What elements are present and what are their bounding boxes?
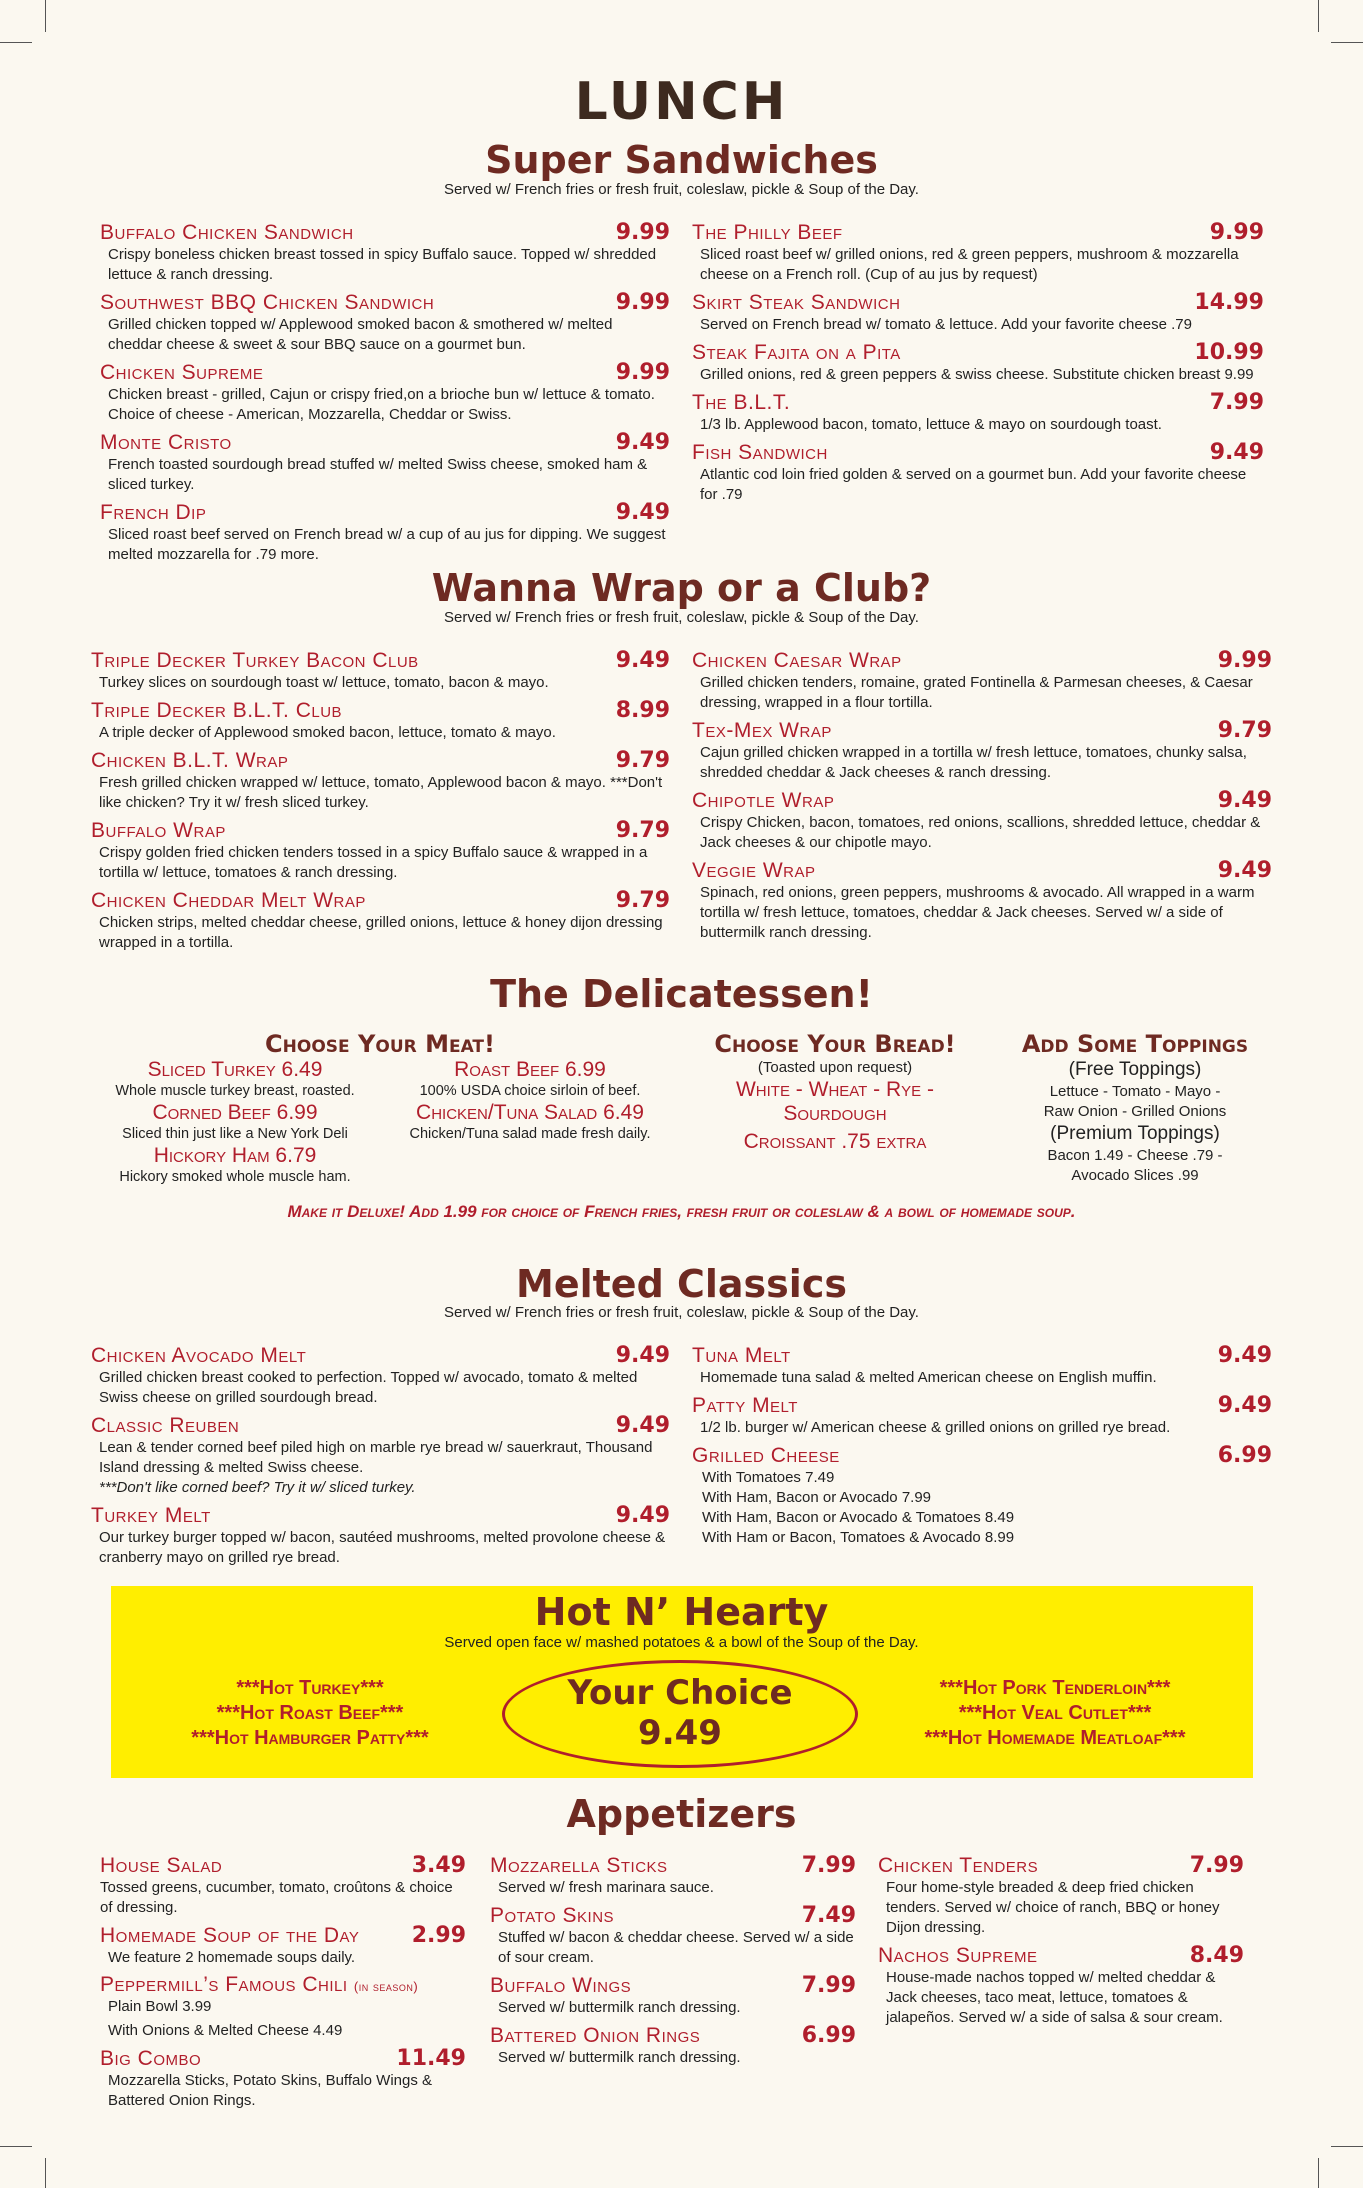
item-price: 7.99 (801, 1973, 856, 1998)
free-toppings-label: (Free Toppings) (1068, 1059, 1202, 1080)
deli-toppings-title: Add Some Toppings (1021, 1030, 1249, 1058)
your-choice-price: 9.49 (638, 1713, 722, 1753)
item-price: 9.79 (615, 888, 670, 913)
gc-option: With Ham, Bacon or Avocado & Tomatoes 8.49 (702, 1509, 1015, 1526)
menu-item (91, 1413, 670, 1498)
item-desc: Atlantic cod loin fried golden & served on a gourmet bun. Add your favorite cheese for .79 (700, 466, 1247, 503)
item-name: Chicken Caesar Wrap (692, 649, 902, 672)
chili-name: Peppermill’s Famous Chili (100, 1973, 348, 1996)
item-desc: Chicken strips, melted cheddar cheese, grilled onions, lettuce & honey dijon dressing wrapped in a tortilla. (99, 914, 663, 951)
item-desc: Chicken breast - grilled, Cajun or crispy fried,on a brioche bun w/ lettuce & tomato. Choice of cheese - American, Mozzarella, Cheddar or Swiss. (108, 386, 655, 423)
item-desc: Fresh grilled chicken wrapped w/ lettuce, tomato, Applewood bacon & mayo. ***Don't like chicken? Try it w/ fresh sliced turkey. (99, 774, 663, 811)
item-price: 9.99 (1209, 220, 1264, 245)
item-desc: Served w/ fresh marinara sauce. (498, 1879, 714, 1896)
menu-item (100, 1923, 466, 1968)
crop-mark (0, 42, 32, 43)
item-name: Chicken B.L.T. Wrap (91, 749, 289, 772)
item-name: House Salad (100, 1854, 223, 1877)
item-desc: A triple decker of Applewood smoked bacon, lettuce, tomato & mayo. (99, 724, 556, 741)
deluxe-note: Make it Deluxe! Add 1.99 for choice of French fries, fresh fruit or coleslaw & a bowl of homemade soup. (287, 1202, 1076, 1221)
item-price: 7.49 (801, 1903, 856, 1928)
menu-item (878, 1853, 1244, 1938)
item-name: French Dip (100, 501, 207, 524)
menu-item (692, 718, 1272, 783)
item-desc: Crispy boneless chicken breast tossed in spicy Buffalo sauce. Topped w/ shredded lettuce & ranch dressing. (108, 246, 657, 283)
item-name: Classic Reuben (91, 1414, 240, 1437)
menu-item (100, 290, 670, 355)
hot-item: ***Hot Roast Beef*** (216, 1702, 404, 1724)
your-choice-label: Your Choice (567, 1673, 793, 1713)
bread-options: Sourdough (783, 1102, 887, 1125)
item-name: The Philly Beef (692, 221, 843, 244)
menu-item (490, 2023, 856, 2068)
item-name: Steak Fajita on a Pita (692, 341, 901, 364)
gc-option: With Ham or Bacon, Tomatoes & Avocado 8.99 (702, 1529, 1015, 1546)
item-name: Buffalo Chicken Sandwich (100, 221, 354, 244)
menu-item (490, 1903, 856, 1968)
section-subtitle-hot: Served open face w/ mashed potatoes & a bowl of the Soup of the Day. (444, 1634, 919, 1651)
chili-season: (in season) (353, 1979, 419, 1994)
item-price: 9.49 (615, 430, 670, 455)
item-price: 7.99 (1189, 1853, 1244, 1878)
meat-desc: 100% USDA choice sirloin of beef. (419, 1083, 641, 1099)
item-price: 6.99 (801, 2023, 856, 2048)
item-price: 9.79 (1217, 718, 1272, 743)
item-price: 9.79 (615, 818, 670, 843)
item-desc: Grilled chicken breast cooked to perfection. Topped w/ avocado, tomato & melted Swiss cheese on grilled sourdough bread. (99, 1369, 638, 1406)
item-name: Tex-Mex Wrap (692, 719, 832, 742)
meat-name: Roast Beef 6.99 (454, 1058, 606, 1081)
item-price: 9.99 (615, 290, 670, 315)
item-name: Patty Melt (692, 1394, 798, 1417)
item-name: Triple Decker Turkey Bacon Club (91, 649, 419, 672)
item-desc: Tossed greens, cucumber, tomato, croûtons & choice of dressing. (100, 1879, 453, 1916)
item-desc: Stuffed w/ bacon & cheddar cheese. Served w/ a side of sour cream. (498, 1929, 854, 1966)
menu-item (490, 1853, 856, 1898)
super-left-column (100, 220, 670, 570)
item-name: Grilled Cheese (692, 1444, 840, 1467)
item-name: Triple Decker B.L.T. Club (91, 699, 343, 722)
menu-item (100, 1973, 466, 2041)
menu-item (692, 440, 1264, 505)
hot-item: ***Hot Veal Cutlet*** (958, 1702, 1152, 1724)
item-price: 9.79 (615, 748, 670, 773)
item-name: Chicken Supreme (100, 361, 264, 384)
crop-mark (1318, 0, 1319, 32)
meat-name: Sliced Turkey 6.49 (147, 1058, 323, 1081)
deli-bread (695, 1030, 975, 1154)
item-desc: House-made nachos topped w/ melted cheddar & Jack cheeses, taco meat, lettuce, tomatoes & jalapeños. Served w/ a side of salsa & sour cream. (886, 1969, 1223, 2026)
deli-meat-title: Choose Your Meat! (265, 1030, 495, 1058)
item-price: 8.99 (615, 698, 670, 723)
section-title-deli: The Delicatessen! (490, 972, 873, 1016)
menu-item (91, 648, 670, 693)
item-name: Veggie Wrap (692, 859, 816, 882)
wrap-left-column (91, 648, 670, 958)
section-title-hot: Hot N’ Hearty (534, 1590, 829, 1634)
menu-item (100, 360, 670, 425)
free-toppings-list: Raw Onion - Grilled Onions (1043, 1103, 1227, 1120)
item-price: 9.49 (1209, 440, 1264, 465)
item-desc: Served on French bread w/ tomato & lettuce. Add your favorite cheese .79 (700, 316, 1192, 333)
item-desc: With Onions & Melted Cheese 4.49 (108, 2022, 343, 2039)
meat-name: Corned Beef 6.99 (152, 1101, 318, 1124)
item-name: Tuna Melt (692, 1344, 791, 1367)
item-price: 9.49 (1217, 1343, 1272, 1368)
wrap-right-column (692, 648, 1272, 948)
menu-item (490, 1973, 856, 2018)
item-desc: 1/2 lb. burger w/ American cheese & grilled onions on grilled rye bread. (700, 1419, 1171, 1436)
menu-item (692, 340, 1264, 385)
hot-right-list (880, 1676, 1230, 1751)
item-price: 9.99 (615, 360, 670, 385)
item-price: 7.99 (1209, 390, 1264, 415)
item-name: Fish Sandwich (692, 441, 828, 464)
section-title-appetizers: Appetizers (566, 1792, 797, 1836)
bread-croissant: Croissant .75 extra (743, 1130, 927, 1153)
section-subtitle-melted: Served w/ French fries or fresh fruit, coleslaw, pickle & Soup of the Day. (444, 1304, 919, 1321)
item-desc: Sliced roast beef served on French bread w/ a cup of au jus for dipping. We suggest melted mozzarella for .79 more. (108, 526, 666, 563)
item-name: Skirt Steak Sandwich (692, 291, 901, 314)
melted-left-column (91, 1343, 670, 1573)
item-price: 10.99 (1194, 340, 1264, 365)
bread-options: White - Wheat - Rye - (735, 1078, 935, 1101)
item-price: 9.49 (1217, 1393, 1272, 1418)
item-name: Buffalo Wrap (91, 819, 226, 842)
item-desc: Turkey slices on sourdough toast w/ lettuce, tomato, bacon & mayo. (99, 674, 549, 691)
crop-mark (45, 2158, 46, 2188)
item-name: Chicken Cheddar Melt Wrap (91, 889, 366, 912)
section-subtitle-wraps: Served w/ French fries or fresh fruit, coleslaw, pickle & Soup of the Day. (444, 609, 919, 626)
page-title: LUNCH (574, 72, 789, 132)
crop-mark (1318, 2158, 1319, 2188)
menu-item (692, 1393, 1272, 1438)
menu-item (692, 1443, 1272, 1548)
item-name: Southwest BBQ Chicken Sandwich (100, 291, 435, 314)
item-name: Chicken Avocado Melt (91, 1344, 307, 1367)
item-price: 2.99 (411, 1923, 466, 1948)
item-desc: Four home-style breaded & deep fried chicken tenders. Served w/ choice of ranch, BBQ or honey Dijon dressing. (886, 1879, 1220, 1936)
menu-item (692, 390, 1264, 435)
item-desc: French toasted sourdough bread stuffed w/ melted Swiss cheese, smoked ham & sliced turkey. (108, 456, 648, 493)
item-name: Nachos Supreme (878, 1944, 1038, 1967)
gc-option: With Ham, Bacon or Avocado 7.99 (702, 1489, 932, 1506)
hot-left-list (140, 1676, 480, 1751)
item-price: 9.49 (615, 1343, 670, 1368)
crop-mark (1331, 2146, 1363, 2147)
premium-toppings-list: Bacon 1.49 - Cheese .79 - (1047, 1147, 1223, 1164)
item-price: 8.49 (1189, 1943, 1244, 1968)
item-price: 9.49 (615, 500, 670, 525)
item-desc: Cajun grilled chicken wrapped in a tortilla w/ fresh lettuce, tomatoes, chunky salsa, shredded cheddar & Jack cheeses & ranch dressing. (700, 744, 1247, 781)
bread-note: (Toasted upon request) (757, 1059, 913, 1076)
gc-option: With Tomatoes 7.49 (702, 1469, 835, 1486)
menu-item (692, 788, 1272, 853)
meat-desc: Hickory smoked whole muscle ham. (119, 1169, 351, 1185)
item-desc: Sliced roast beef w/ grilled onions, red & green peppers, mushroom & mozzarella cheese on a French roll. (Cup of au jus by request) (700, 246, 1239, 283)
item-desc: Plain Bowl 3.99 (108, 1998, 212, 2015)
item-desc: Crispy Chicken, bacon, tomatoes, red onions, scallions, shredded lettuce, cheddar & Jack cheeses & our chipotle mayo. (700, 814, 1261, 851)
hot-item: ***Hot Hamburger Patty*** (191, 1727, 429, 1749)
item-price: 9.49 (1217, 788, 1272, 813)
menu-item (91, 818, 670, 883)
item-price: 11.49 (396, 2046, 466, 2071)
menu-item (100, 430, 670, 495)
hot-item: ***Hot Turkey*** (236, 1677, 384, 1699)
menu-item (878, 1943, 1244, 2028)
item-desc: Homemade tuna salad & melted American cheese on English muffin. (700, 1369, 1157, 1386)
crop-mark (0, 2146, 32, 2147)
item-price: 7.99 (801, 1853, 856, 1878)
menu-item (692, 220, 1264, 285)
item-desc: Lean & tender corned beef piled high on marble rye bread w/ sauerkraut, Thousand Island dressing & melted Swiss cheese. (99, 1439, 653, 1476)
menu-item (91, 748, 670, 813)
item-name: Big Combo (100, 2047, 202, 2070)
item-name: Turkey Melt (91, 1504, 211, 1527)
section-title-wraps: Wanna Wrap or a Club? (431, 566, 932, 610)
item-desc: Served w/ buttermilk ranch dressing. (498, 1999, 741, 2016)
free-toppings-list: Lettuce - Tomato - Mayo - (1049, 1083, 1221, 1100)
menu-item (100, 1853, 466, 1918)
super-right-column (692, 220, 1264, 510)
menu-item (692, 1343, 1272, 1388)
hot-item: ***Hot Pork Tenderloin*** (939, 1677, 1171, 1699)
deli-bread-title: Choose Your Bread! (714, 1030, 956, 1058)
apps-column-3 (878, 1853, 1244, 2033)
meat-name: Hickory Ham 6.79 (153, 1144, 317, 1167)
section-subtitle-super-sandwiches: Served w/ French fries or fresh fruit, coleslaw, pickle & Soup of the Day. (444, 181, 919, 198)
menu-item (100, 500, 670, 565)
item-price: 9.99 (615, 220, 670, 245)
premium-toppings-label: (Premium Toppings) (1050, 1123, 1220, 1144)
meat-desc: Sliced thin just like a New York Deli (122, 1126, 348, 1142)
crop-mark (45, 0, 46, 32)
item-note: ***Don't like corned beef? Try it w/ sliced turkey. (99, 1479, 416, 1496)
your-choice-oval (502, 1660, 858, 1768)
item-name: Potato Skins (490, 1904, 615, 1927)
hot-item: ***Hot Homemade Meatloaf*** (924, 1727, 1186, 1749)
menu-item (692, 648, 1272, 713)
item-price: 9.99 (1217, 648, 1272, 673)
menu-item (91, 698, 670, 743)
menu-item (100, 2046, 466, 2111)
section-title-super-sandwiches: Super Sandwiches (485, 138, 878, 182)
item-price: 9.49 (615, 648, 670, 673)
item-name: Battered Onion Rings (490, 2024, 701, 2047)
meat-desc: Chicken/Tuna salad made fresh daily. (409, 1126, 651, 1142)
menu-item (91, 888, 670, 953)
item-name: Mozzarella Sticks (490, 1854, 668, 1877)
item-desc: Grilled chicken topped w/ Applewood smoked bacon & smothered w/ melted cheddar cheese & sweet & sour BBQ sauce on a gourmet bun. (108, 316, 613, 353)
crop-mark (1331, 42, 1363, 43)
apps-column-1 (100, 1853, 466, 2116)
premium-toppings-list: Avocado Slices .99 (1071, 1167, 1199, 1184)
item-price: 6.99 (1217, 1443, 1272, 1468)
item-name: Homemade Soup of the Day (100, 1924, 360, 1947)
item-name: Monte Cristo (100, 431, 232, 454)
apps-column-2 (490, 1853, 856, 2073)
item-desc: Grilled onions, red & green peppers & swiss cheese. Substitute chicken breast 9.99 (700, 366, 1254, 383)
item-desc: Grilled chicken tenders, romaine, grated Fontinella & Parmesan cheeses, & Caesar dressing, wrapped in a flour tortilla. (700, 674, 1253, 711)
deli-toppings (1000, 1030, 1270, 1186)
item-price: 9.49 (615, 1413, 670, 1438)
item-desc: Spinach, red onions, green peppers, mushrooms & avocado. All wrapped in a warm tortilla w/ fresh lettuce, tomatoes, cheddar & Jack cheeses. Served w/ a side of buttermilk ranch dressing. (700, 884, 1255, 941)
melted-right-column (692, 1343, 1272, 1553)
menu-item (91, 1343, 670, 1408)
item-price: 9.49 (1217, 858, 1272, 883)
item-name: The B.L.T. (692, 391, 791, 414)
item-name (100, 1973, 418, 1997)
item-name: Chicken Tenders (878, 1854, 1039, 1877)
item-price: 14.99 (1194, 290, 1264, 315)
deli-meat (90, 1030, 670, 1187)
item-price: 9.49 (615, 1503, 670, 1528)
menu-item (692, 290, 1264, 335)
menu-item (100, 220, 670, 285)
item-desc: Our turkey burger topped w/ bacon, sautéed mushrooms, melted provolone cheese & cranberry mayo on grilled rye bread. (99, 1529, 666, 1566)
item-price: 3.49 (411, 1853, 466, 1878)
item-desc: 1/3 lb. Applewood bacon, tomato, lettuce & mayo on sourdough toast. (700, 416, 1162, 433)
item-desc: Crispy golden fried chicken tenders tossed in a spicy Buffalo sauce & wrapped in a tortilla w/ lettuce, tomatoes & ranch dressing. (99, 844, 648, 881)
item-desc: Served w/ buttermilk ranch dressing. (498, 2049, 741, 2066)
item-desc: We feature 2 homemade soups daily. (108, 1949, 356, 1966)
meat-desc: Whole muscle turkey breast, roasted. (115, 1083, 355, 1099)
section-title-melted: Melted Classics (516, 1262, 847, 1306)
menu-item (91, 1503, 670, 1568)
item-name: Buffalo Wings (490, 1974, 632, 1997)
meat-name: Chicken/Tuna Salad 6.49 (416, 1101, 644, 1124)
item-desc: Mozzarella Sticks, Potato Skins, Buffalo Wings & Battered Onion Rings. (108, 2072, 433, 2109)
menu-item (692, 858, 1272, 943)
item-name: Chipotle Wrap (692, 789, 835, 812)
